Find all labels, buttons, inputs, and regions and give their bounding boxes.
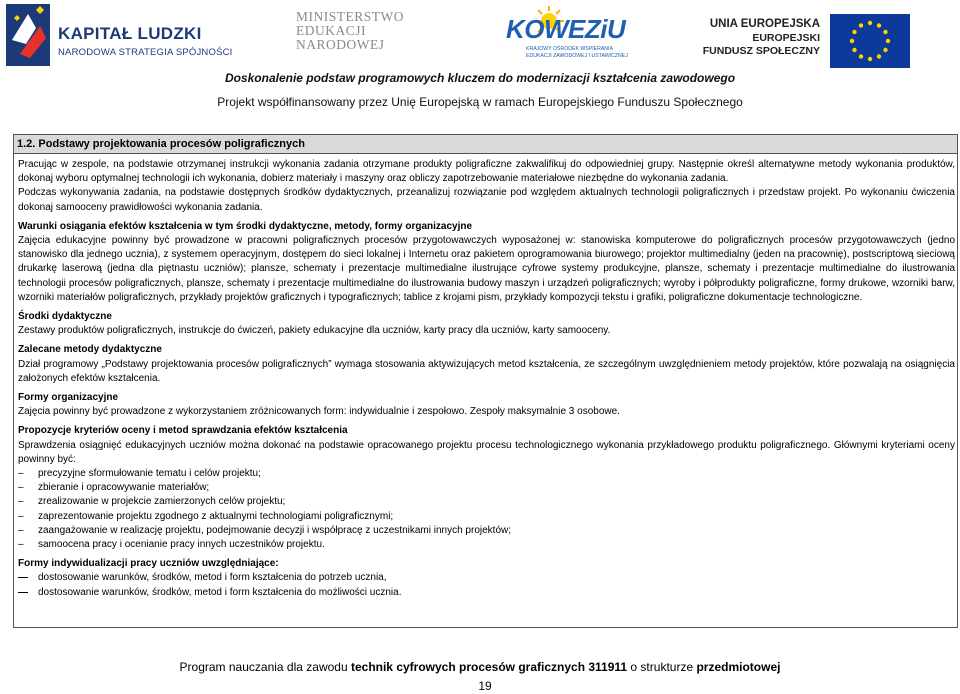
kapital-ludzki-logo <box>6 4 233 66</box>
eu-flag-icon <box>830 14 910 68</box>
koweziu-name: KOWEZiU <box>506 14 626 44</box>
paragraph-kryteria: Sprawdzenia osiągnięć edukacyjnych uczniów można dokonać na podstawie opracowanego projektu procesu technologicznego wykonania przykładowego produktu poligraficznego. Głównymi kryteriami oceny powinny być: <box>18 439 955 465</box>
footer-profession: technik cyfrowych procesów graficznych 311911 <box>350 660 628 674</box>
ue-line2: EUROPEJSKI <box>752 32 820 44</box>
kryteria-list <box>18 467 955 552</box>
list-item: – zrealizowanie w projekcie zamierzonych celów projektu; <box>18 495 955 509</box>
footer-structure: przedmiotowej <box>696 660 781 674</box>
page-footer <box>0 660 960 674</box>
list-item: — dostosowanie warunków, środków, metod i form kształcenia do potrzeb ucznia, <box>18 571 955 585</box>
ministerstwo-line2: EDUKACJI <box>296 23 366 38</box>
ministerstwo-logo <box>296 10 446 56</box>
list-item: — dostosowanie warunków, środków, metod i form kształcenia do możliwości ucznia. <box>18 586 955 600</box>
intro-paragraph-1: Pracując w zespole, na podstawie otrzymanej instrukcji wykonania zadania otrzymane produkty poligraficzne zakwalifikuj do odpowiedniej grupy. Następnie określ alternatywne metody wykonania produktów, dokonaj wyboru optymalnej technologii ich wykonania, dobierz materiały i maszyny oraz obliczy zapotrzebowanie materiałowe niezbędne do wykonania zadania. <box>18 159 955 185</box>
koweziu-logo <box>500 6 630 64</box>
heading-srodki: Środki dydaktyczne <box>18 311 112 323</box>
ministerstwo-line3: NARODOWEJ <box>296 37 385 52</box>
paragraph-srodki: Zestawy produktów poligraficznych, instrukcje do ćwiczeń, pakiety edukacyjne dla uczniów, karty pracy dla uczniów, karty samooceny. <box>18 325 611 337</box>
heading-formy: Formy organizacyjne <box>18 392 119 404</box>
page-number: 19 <box>478 679 492 693</box>
header-line-title: Doskonalenie podstaw programowych kluczem do modernizacji kształcenia zawodowego <box>224 71 736 85</box>
unia-europejska-logo <box>702 14 912 62</box>
koweziu-subtitle-line2: EDUKACJI ZAWODOWEJ I USTAWICZNEJ <box>526 52 628 59</box>
koweziu-subtitle <box>526 46 628 59</box>
list-item: – zaangażowanie w realizację projektu, podejmowanie decyzji i współpracę z uczestnikami innych projektów; <box>18 524 955 538</box>
koweziu-subtitle-line1: KRAJOWY OŚRODEK WSPIERANIA <box>526 46 613 52</box>
list-item: – zbieranie i opracowywanie materiałów; <box>18 481 955 495</box>
kapital-ludzki-flag-icon <box>6 4 50 66</box>
heading-indywidualizacja: Formy indywidualizacji pracy uczniów uwzględniające: <box>18 558 279 570</box>
ue-line3: FUNDUSZ SPOŁECZNY <box>702 45 820 57</box>
section-content <box>18 158 955 600</box>
ue-line1: UNIA EUROPEJSKA <box>709 18 820 30</box>
list-item: – precyzyjne sformułowanie tematu i celów projektu; <box>18 467 955 481</box>
kapital-ludzki-subtitle: NARODOWA STRATEGIA SPÓJNOŚCI <box>58 47 233 58</box>
heading-kryteria: Propozycje kryteriów oceny i metod sprawdzania efektów kształcenia <box>18 425 348 437</box>
ministerstwo-line1: MINISTERSTWO <box>296 9 404 24</box>
kapital-ludzki-title: KAPITAŁ LUDZKI <box>58 24 202 43</box>
paragraph-formy: Zajęcia powinny być prowadzone z wykorzystaniem zróżnicowanych form: indywidualnie i zespołowo. Zespoły maksymalnie 3 osobowe. <box>18 406 620 418</box>
page-header <box>0 0 960 118</box>
section-frame <box>13 134 958 628</box>
header-line-project: Projekt współfinansowany przez Unię Europejską w ramach Europejskiego Funduszu Społecznego <box>217 95 743 109</box>
paragraph-metody: Dział programowy „Podstawy projektowania procesów poligraficznych” wymaga stosowania aktywizujących metod kształcenia, ze szczególnym uwzględnieniem metody projektów, które pozwalają na osiągnięcia założonych efektów kształcenia. <box>18 358 955 384</box>
section-title: 1.2. Podstawy projektowania procesów poligraficznych <box>14 135 957 154</box>
heading-metody: Zalecane metody dydaktyczne <box>18 344 162 356</box>
footer-prefix: Program nauczania dla zawodu <box>179 660 351 674</box>
footer-middle: o strukturze <box>627 660 697 674</box>
paragraph-warunki: Zajęcia edukacyjne powinny być prowadzone w pracowni poligraficznych procesów przygotowawczych wyposażonej w: stanowiska komputerowe do poligraficznych procesów przygotowawczych (jedno stanowisko dla jednego uczniа), z systemem operacyjnym, dostępem do sieci lokalnej i Internetu oraz pakietem oprogramowania biurowego; projektor multimedialny (jeden na pracownię), postscriptową sieciową drukarkę laserową (jedna dla piętnastu uczniów); plansze, schematy i prezentacje multimedialne ilustrujące cyfrowe systemy produkcyjne, plansze, schematy i prezentacje multimedialne do ilustrowania technologii procesów poligraficznych, plansze, schematy i prezentacje multimedialne do ilustrowania budowy maszyn i urządzeń poligraficznych; wyroby i półprodukty poligraficzne, formy drukowe, wzorniki barw, wzorniki materiałów poligraficznych, przykłady projektów graficznych i typograficznych; tablice z krojami pism, przykłady kompozycji tekstu i grafiki, poligraficzne dokumentacje technologiczne. <box>18 235 955 303</box>
indywidualizacja-list <box>18 571 955 599</box>
list-item: – samoocena pracy i ocenianie pracy innych uczestników projektu. <box>18 538 955 552</box>
intro-paragraph-2: Podczas wykonywania zadania, na podstawie dostępnych środków dydaktycznych, przeanalizuj rozwiązanie pod względem aktualnych technologii poligraficznych i przedstaw projekt. Po wykonaniu ćwiczenia dokonaj samooceny prawidłowości wykonania zadania. <box>18 187 955 213</box>
heading-warunki: Warunki osiągania efektów kształcenia w tym środki dydaktyczne, metody, formy organizacyjne <box>18 220 473 232</box>
list-item: – zaprezentowanie projektu zgodnego z aktualnymi technologiami poligraficznymi; <box>18 510 955 524</box>
